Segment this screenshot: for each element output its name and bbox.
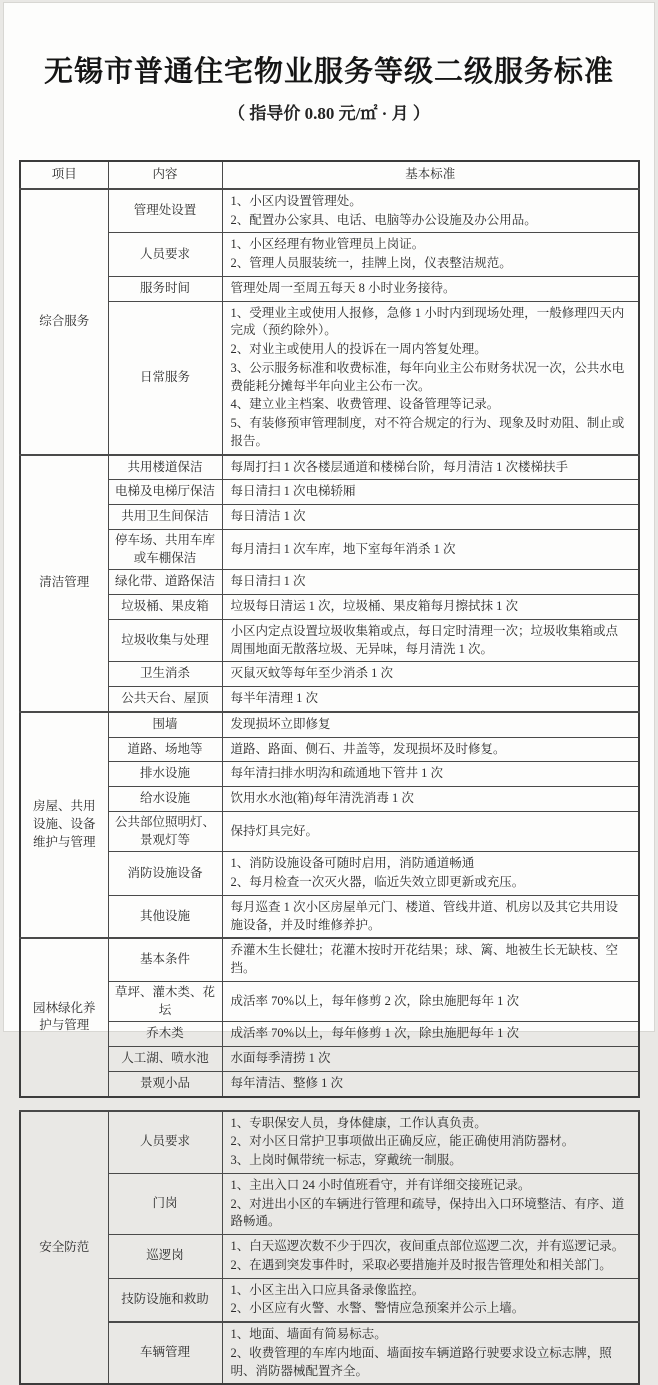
table-row <box>20 938 639 981</box>
table-row <box>20 1235 639 1279</box>
content-cell: 垃圾桶、果皮箱 <box>108 595 222 620</box>
standard-line: 2、对小区日常护卫事项做出正确反应，能正确使用消防器材。 <box>231 1133 631 1151</box>
content-cell: 管理处设置 <box>108 189 222 233</box>
standard-cell <box>222 189 639 233</box>
table-row <box>20 276 639 301</box>
standard-cell <box>222 811 639 852</box>
standard-cell <box>222 480 639 505</box>
table-row <box>20 529 639 570</box>
standard-line: 水面每季清捞 1 次 <box>231 1050 631 1068</box>
content-cell: 消防设施设备 <box>108 852 222 896</box>
standard-cell <box>222 301 639 455</box>
column-header: 基本标准 <box>222 161 639 189</box>
standard-line: 5、有装修预审管理制度，对不符合规定的行为、现象及时劝阻、制止或报告。 <box>231 415 631 451</box>
table-row <box>20 595 639 620</box>
standard-line: 灭鼠灭蚊等每年至少消杀 1 次 <box>231 665 631 683</box>
content-cell: 基本条件 <box>108 938 222 981</box>
table-row <box>20 737 639 762</box>
standard-cell <box>222 737 639 762</box>
standard-line: 3、上岗时佩带统一标志，穿戴统一制服。 <box>231 1152 631 1170</box>
standard-line: 发现损坏立即修复 <box>231 716 631 734</box>
standard-line: 2、在遇到突发事件时，采取必要措施并及时报告管理处和相关部门。 <box>231 1257 631 1275</box>
standard-line: 2、对业主或使用人的投诉在一周内答复处理。 <box>231 341 631 359</box>
table-row <box>20 852 639 896</box>
content-cell: 人员要求 <box>108 233 222 277</box>
content-cell: 公共天台、屋顶 <box>108 687 222 712</box>
standard-line: 1、消防设施设备可随时启用，消防通道畅通 <box>231 855 631 873</box>
column-header: 内容 <box>108 161 222 189</box>
table-row <box>20 1322 639 1384</box>
content-cell: 电梯及电梯厅保洁 <box>108 480 222 505</box>
table-row <box>20 1071 639 1096</box>
standard-line: 2、配置办公家具、电话、电脑等办公设施及办公用品。 <box>231 212 631 230</box>
standard-cell <box>222 938 639 981</box>
content-cell: 公共部位照明灯、景观灯等 <box>108 811 222 852</box>
content-cell: 排水设施 <box>108 762 222 787</box>
standard-line: 每年清洁、整修 1 次 <box>231 1075 631 1093</box>
standard-line: 1、主出入口 24 小时值班看守，并有详细交接班记录。 <box>231 1177 631 1195</box>
standard-line: 管理处周一至周五每天 8 小时业务接待。 <box>231 280 631 298</box>
table-row <box>20 1111 639 1174</box>
standards-table-security <box>19 1110 640 1385</box>
table-row <box>20 981 639 1022</box>
table-row <box>20 662 639 687</box>
content-cell: 绿化带、道路保洁 <box>108 570 222 595</box>
content-cell: 技防设施和救助 <box>108 1278 222 1322</box>
standard-line: 每日清洁 1 次 <box>231 508 631 526</box>
standard-cell <box>222 895 639 938</box>
standard-line: 垃圾每日清运 1 次，垃圾桶、果皮箱每月擦拭抹 1 次 <box>231 598 631 616</box>
column-header: 项目 <box>20 161 108 189</box>
standard-line: 小区内定点设置垃圾收集箱或点，每日定时清理一次；垃圾收集箱或点周围地面无散落垃圾、无异味，每月清洗 1 次。 <box>231 623 631 659</box>
content-cell: 给水设施 <box>108 787 222 812</box>
content-cell: 共用楼道保洁 <box>108 455 222 480</box>
standard-cell <box>222 1047 639 1072</box>
standard-cell <box>222 1322 639 1384</box>
standard-line: 3、公示服务标准和收费标准，每年向业主公布财务状况一次，公共水电费能耗分摊每半年向业主公布一次。 <box>231 360 631 396</box>
standard-line: 1、受理业主或使用人报修，急修 1 小时内到现场处理，一般修理四天内完成（预约除外）。 <box>231 305 631 341</box>
standard-cell <box>222 595 639 620</box>
standard-cell <box>222 687 639 712</box>
standard-line: 1、小区经理有物业管理员上岗证。 <box>231 236 631 254</box>
table-row <box>20 570 639 595</box>
category-cell: 房屋、共用设施、设备维护与管理 <box>20 712 108 939</box>
standard-line: 乔灌木生长健壮；花灌木按时开花结果；球、篱、地被生长无缺枝、空挡。 <box>231 942 631 978</box>
table-row <box>20 1047 639 1072</box>
standard-line: 1、小区内设置管理处。 <box>231 193 631 211</box>
standard-line: 每周打扫 1 次各楼层通道和楼梯台阶，每月清洁 1 次楼梯扶手 <box>231 459 631 477</box>
content-cell: 人工湖、喷水池 <box>108 1047 222 1072</box>
content-cell: 景观小品 <box>108 1071 222 1096</box>
table-row <box>20 687 639 712</box>
standard-line: 每日清扫 1 次电梯轿厢 <box>231 483 631 501</box>
content-cell: 道路、场地等 <box>108 737 222 762</box>
standard-cell <box>222 455 639 480</box>
standard-line: 成活率 70%以上，每年修剪 2 次，除虫施肥每年 1 次 <box>231 993 631 1011</box>
standard-cell <box>222 762 639 787</box>
standard-line: 保持灯具完好。 <box>231 823 631 841</box>
content-cell: 乔木类 <box>108 1022 222 1047</box>
content-cell: 车辆管理 <box>108 1322 222 1384</box>
table-row <box>20 233 639 277</box>
standard-cell <box>222 570 639 595</box>
content-cell: 草坪、灌木类、花坛 <box>108 981 222 1022</box>
table-row <box>20 189 639 233</box>
page-title: 无锡市普通住宅物业服务等级二级服务标准 <box>19 49 639 90</box>
table-row <box>20 1173 639 1234</box>
table-row <box>20 455 639 480</box>
standard-line: 饮用水水池(箱)每年清洗消毒 1 次 <box>231 790 631 808</box>
standard-cell <box>222 619 639 662</box>
standard-line: 1、专职保安人员，身体健康，工作认真负责。 <box>231 1115 631 1133</box>
table-row <box>20 480 639 505</box>
standard-line: 2、管理人员服装统一，挂牌上岗，仪表整洁规范。 <box>231 255 631 273</box>
table-row <box>20 505 639 530</box>
standard-cell <box>222 1111 639 1174</box>
content-cell: 共用卫生间保洁 <box>108 505 222 530</box>
table-row <box>20 619 639 662</box>
standard-cell <box>222 1235 639 1279</box>
standard-line: 每月巡查 1 次小区房屋单元门、楼道、管线井道、机房以及其它共用设施设备，并及时维修养护。 <box>231 899 631 935</box>
content-cell: 围墙 <box>108 712 222 737</box>
standard-cell <box>222 1071 639 1096</box>
standard-cell <box>222 505 639 530</box>
standard-cell <box>222 1278 639 1322</box>
content-cell: 人员要求 <box>108 1111 222 1174</box>
table-row <box>20 301 639 455</box>
category-cell: 清洁管理 <box>20 455 108 712</box>
header-row <box>20 161 639 189</box>
content-cell: 停车场、共用车库或车棚保洁 <box>108 529 222 570</box>
standard-line: 2、对进出小区的车辆进行管理和疏导，保持出入口环境整洁、有序、道路畅通。 <box>231 1196 631 1232</box>
content-cell: 其他设施 <box>108 895 222 938</box>
standard-cell <box>222 233 639 277</box>
standard-line: 每半年清理 1 次 <box>231 690 631 708</box>
category-cell: 安全防范 <box>20 1111 108 1385</box>
content-cell: 门岗 <box>108 1173 222 1234</box>
standard-cell <box>222 787 639 812</box>
content-cell: 服务时间 <box>108 276 222 301</box>
standard-line: 每月清扫 1 次车库，地下室每年消杀 1 次 <box>231 541 631 559</box>
document-page <box>3 2 655 1032</box>
content-cell: 垃圾收集与处理 <box>108 619 222 662</box>
standard-line: 1、地面、墙面有简易标志。 <box>231 1326 631 1344</box>
standard-cell <box>222 852 639 896</box>
standard-cell <box>222 712 639 737</box>
standard-line: 每年清扫排水明沟和疏通地下管井 1 次 <box>231 765 631 783</box>
table-row <box>20 811 639 852</box>
standard-cell <box>222 662 639 687</box>
content-cell: 巡逻岗 <box>108 1235 222 1279</box>
standard-cell <box>222 981 639 1022</box>
standard-line: 1、小区主出入口应具备录像监控。 <box>231 1282 631 1300</box>
table-row <box>20 787 639 812</box>
content-cell: 日常服务 <box>108 301 222 455</box>
standard-line: 2、小区应有火警、水警、警情应急预案并公示上墙。 <box>231 1300 631 1318</box>
table-row <box>20 895 639 938</box>
page-subtitle: （ 指导价 0.80 元/㎡ · 月 ） <box>19 99 639 124</box>
standard-line: 1、白天巡逻次数不少于四次，夜间重点部位巡逻二次，并有巡逻记录。 <box>231 1238 631 1256</box>
standard-cell <box>222 1173 639 1234</box>
table-row <box>20 762 639 787</box>
content-cell: 卫生消杀 <box>108 662 222 687</box>
standard-cell <box>222 276 639 301</box>
standard-line: 每日清扫 1 次 <box>231 573 631 591</box>
standard-line: 4、建立业主档案、收费管理、设备管理等记录。 <box>231 396 631 414</box>
standard-line: 道路、路面、侧石、井盖等，发现损坏及时修复。 <box>231 741 631 759</box>
standard-line: 2、收费管理的车库内地面、墙面按车辆道路行驶要求设立标志牌，照明、消防器械配置齐全。 <box>231 1345 631 1381</box>
category-cell: 园林绿化养护与管理 <box>20 938 108 1096</box>
standard-line: 成活率 70%以上，每年修剪 1 次，除虫施肥每年 1 次 <box>231 1025 631 1043</box>
table-row <box>20 712 639 737</box>
table-row <box>20 1278 639 1322</box>
standard-line: 2、每月检查一次灭火器，临近失效立即更新或充压。 <box>231 874 631 892</box>
category-cell: 综合服务 <box>20 189 108 455</box>
standard-cell <box>222 529 639 570</box>
standards-table-main <box>19 160 640 1098</box>
